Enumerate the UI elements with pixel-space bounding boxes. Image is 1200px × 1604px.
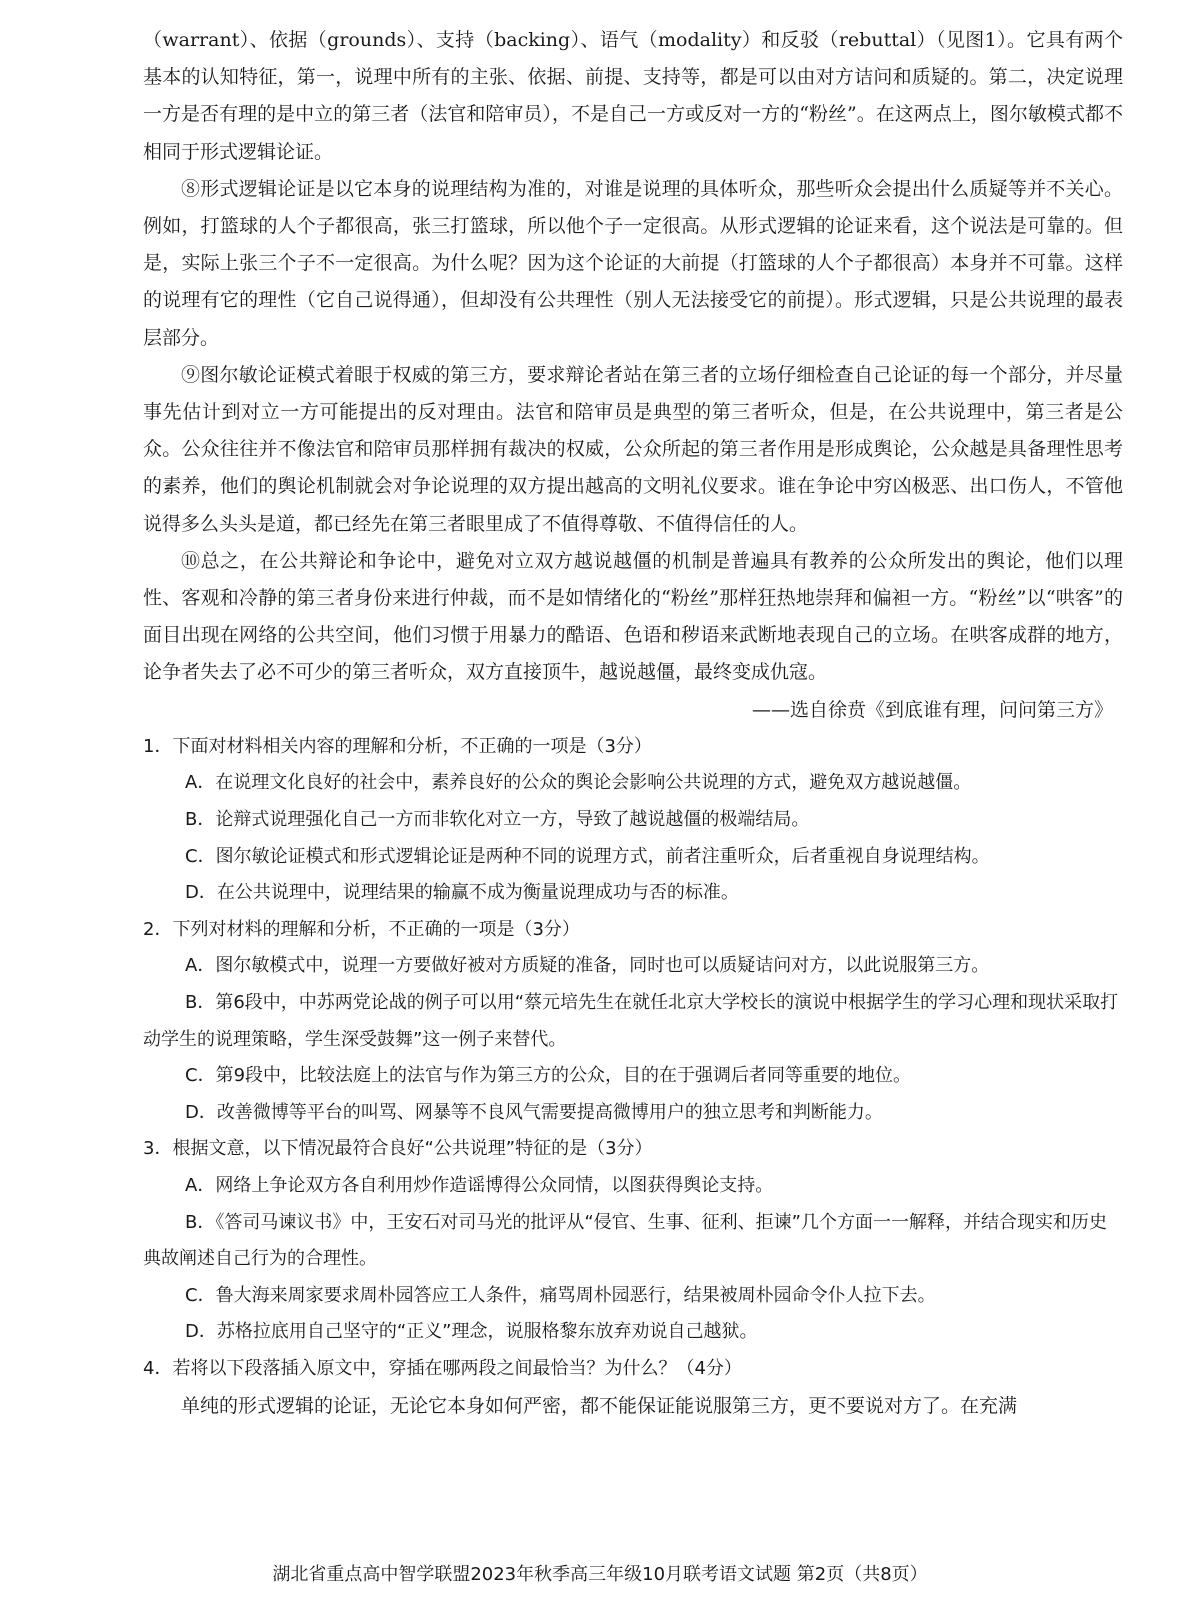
passage-source: ——选自徐贲《到底谁有理，问问第三方》 bbox=[751, 698, 1113, 721]
question-2-stem: 2．下列对材料的理解和分析，不正确的一项是（3分） bbox=[143, 918, 580, 940]
page-content bbox=[143, 22, 1123, 1424]
question-2-option-c: C．第9段中，比较法庭上的法官与作为第三方的公众，目的在于强调后者同等重要的地位。 bbox=[185, 1065, 912, 1087]
question-1-option-d: D．在公共说理中，说理结果的输赢不成为衡量说理成功与否的标准。 bbox=[185, 882, 739, 904]
question-3-option-b: B．《答司马谏议书》中，王安石对司马光的批评从“侵官、生事、征利、拒谏”几个方面一一解释，并结合现实和历史典故阐述自己行为的合理性。 bbox=[143, 1211, 1107, 1270]
question-2-option-b: B．第6段中，中苏两党论战的例子可以用“蔡元培先生在就任北京大学校长的演说中根据学生的学习心理和现状采取打动学生的说理策略，学生深受鼓舞”这一例子来替代。 bbox=[143, 992, 1119, 1050]
question-3-option-c: C．鲁大海来周家要求周朴园答应工人条件，痛骂周朴园恶行，结果被周朴园命令仆人拉下去。 bbox=[185, 1284, 936, 1306]
page-footer: 湖北省重点高中智学联盟2023年秋季高三年级10月联考语文试题 第2页（共8页） bbox=[272, 1564, 928, 1585]
question-2-option-d: D．改善微博等平台的叫骂、网暴等不良风气需要提高微博用户的独立思考和判断能力。 bbox=[185, 1101, 883, 1123]
question-1-option-c: C．图尔敏论证模式和形式逻辑论证是两种不同的说理方式，前者注重听众，后者重视自身说理结构。 bbox=[185, 845, 990, 867]
passage-paragraph-10: ⑩总之，在公共辩论和争论中，避免对立双方越说越僵的机制是普遍具有教养的公众所发出的舆论，他们以理性、客观和冷静的第三者身份来进行仲裁，而不是如情绪化的“粉丝”那样狂热地崇拜和偏袒一方。“粉丝”以“哄客”的面目出现在网络的公共空间，他们习惯于用暴力的酷语、色语和秽语来武断地表现自己的立场。在哄客成群的地方，论争者失去了必不可少的第三者听众，双方直接顶牛，越说越僵，最终变成仇寇。 bbox=[143, 549, 1123, 684]
question-4-insert-paragraph: 单纯的形式逻辑的论证，无论它本身如何严密，都不能保证能说服第三方，更不要说对方了。在充满 bbox=[181, 1394, 1018, 1417]
question-3-stem: 3．根据文意，以下情况最符合良好“公共说理”特征的是（3分） bbox=[143, 1138, 653, 1160]
question-4-stem: 4．若将以下段落插入原文中，穿插在哪两段之间最恰当？为什么？（4分） bbox=[143, 1357, 742, 1379]
passage-paragraph-8: ⑧形式逻辑论证是以它本身的说理结构为准的，对谁是说理的具体听众，那些听众会提出什么质疑等并不关心。例如，打篮球的人个子都很高，张三打篮球，所以他个子一定很高。从形式逻辑的论证来看，这个说法是可靠的。但是，实际上张三个子不一定很高。为什么呢？因为这个论证的大前提（打篮球的人个子都很高）本身并不可靠。这样的说理有它的理性（它自己说得通），但却没有公共理性（别人无法接受它的前提）。形式逻辑，只是公共说理的最表层部分。 bbox=[143, 177, 1123, 349]
question-1-option-b: B．论辩式说理强化自己一方而非软化对立一方，导致了越说越僵的极端结局。 bbox=[185, 809, 810, 831]
passage-paragraph-9: ⑨图尔敏论证模式着眼于权威的第三方，要求辩论者站在第三者的立场仔细检查自己论证的每一个部分，并尽量事先估计到对立一方可能提出的反对理由。法官和陪审员是典型的第三者听众，但是，在公共说理中，第三者是公众。公众往往并不像法官和陪审员那样拥有裁决的权威，公众所起的第三者作用是形成舆论，公众越是具备理性思考的素养，他们的舆论机制就会对争论说理的双方提出越高的文明礼仪要求。谁在争论中穷凶极恶、出口伤人，不管他说得多么头头是道，都已经先在第三者眼里成了不值得尊敬、不值得信任的人。 bbox=[143, 363, 1123, 535]
question-3-option-a: A．网络上争论双方各自利用炒作造谣博得公众同情，以图获得舆论支持。 bbox=[185, 1174, 774, 1196]
question-1-option-a: A．在说理文化良好的社会中，素养良好的公众的舆论会影响公共说理的方式，避免双方越说越僵。 bbox=[185, 772, 972, 794]
passage-paragraph-intro: （warrant）、依据（grounds）、支持（backing）、语气（modality）和反驳（rebuttal）（见图1）。它具有两个基本的认知特征，第一，说理中所有的主张、依据、前提、支持等，都是可以由对方诘问和质疑的。第二，决定说理一方是否有理的是中立的第三者（法官和陪审员），不是自己一方或反对一方的“粉丝”。在这两点上，图尔敏模式都不相同于形式逻辑论证。 bbox=[143, 29, 1123, 163]
question-3-option-d: D．苏格拉底用自己坚守的“正义”理念，说服格黎东放弃劝说自己越狱。 bbox=[185, 1321, 758, 1343]
question-2-option-a: A．图尔敏模式中，说理一方要做好被对方质疑的准备，同时也可以质疑诘问对方，以此说服第三方。 bbox=[185, 955, 990, 977]
question-1-stem: 1．下面对材料相关内容的理解和分析，不正确的一项是（3分） bbox=[143, 735, 652, 757]
